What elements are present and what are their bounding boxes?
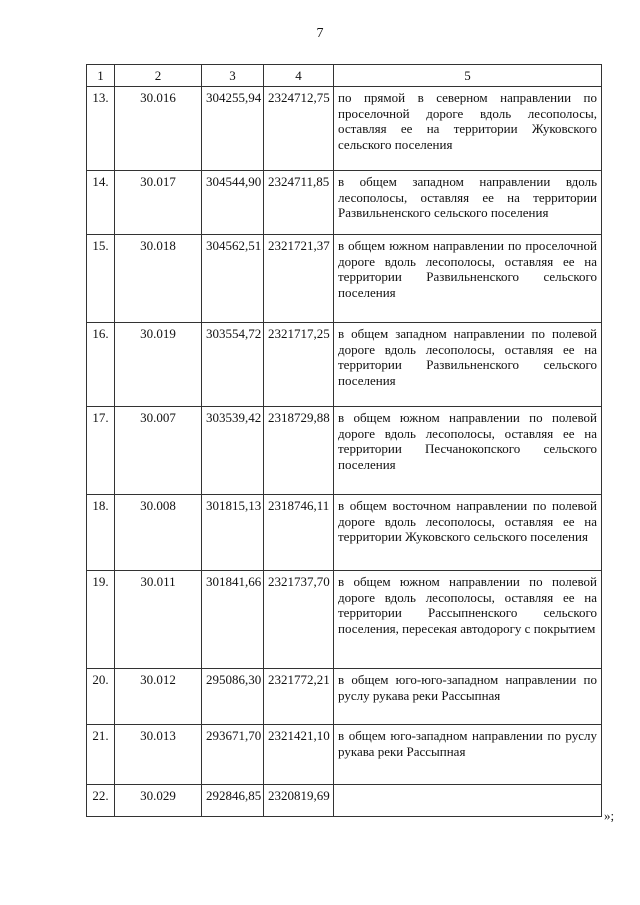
description-cell: [334, 785, 602, 817]
x-coordinate-cell: 303539,42: [202, 407, 264, 495]
point-code-cell: 30.007: [115, 407, 202, 495]
y-coordinate-cell: 2321737,70: [264, 571, 334, 669]
description-cell: в общем южном направлении по полевой дороге вдоль лесополосы, оставляя ее на территории Рассыпненского сельского поселения, пересекая автодорогу с покрытием: [334, 571, 602, 669]
row-number-cell: 19.: [87, 571, 115, 669]
x-coordinate-cell: 295086,30: [202, 669, 264, 725]
table-row: [87, 323, 602, 407]
table-header-row: [87, 65, 602, 87]
description-cell: в общем южном направлении по полевой дороге вдоль лесополосы, оставляя ее на территории Песчанокопского сельского поселения: [334, 407, 602, 495]
x-coordinate-cell: 304544,90: [202, 171, 264, 235]
table-row: [87, 785, 602, 817]
header-cell: 3: [202, 65, 264, 87]
header-cell: 4: [264, 65, 334, 87]
x-coordinate-cell: 303554,72: [202, 323, 264, 407]
y-coordinate-cell: 2318729,88: [264, 407, 334, 495]
description-cell: в общем восточном направлении по полевой дороге вдоль лесополосы, оставляя ее на территории Жуковского сельского поселения: [334, 495, 602, 571]
header-cell: 2: [115, 65, 202, 87]
y-coordinate-cell: 2318746,11: [264, 495, 334, 571]
table-row: [87, 725, 602, 785]
y-coordinate-cell: 2321772,21: [264, 669, 334, 725]
y-coordinate-cell: 2320819,69: [264, 785, 334, 817]
point-code-cell: 30.029: [115, 785, 202, 817]
row-number-cell: 16.: [87, 323, 115, 407]
page-number: 7: [316, 26, 324, 41]
point-code-cell: 30.018: [115, 235, 202, 323]
y-coordinate-cell: 2321717,25: [264, 323, 334, 407]
boundary-table: [86, 64, 602, 817]
y-coordinate-cell: 2324712,75: [264, 87, 334, 171]
row-number-cell: 21.: [87, 725, 115, 785]
table-row: [87, 571, 602, 669]
point-code-cell: 30.008: [115, 495, 202, 571]
point-code-cell: 30.012: [115, 669, 202, 725]
row-number-cell: 13.: [87, 87, 115, 171]
x-coordinate-cell: 304255,94: [202, 87, 264, 171]
x-coordinate-cell: 301815,13: [202, 495, 264, 571]
row-number-cell: 17.: [87, 407, 115, 495]
point-code-cell: 30.013: [115, 725, 202, 785]
header-cell: 5: [334, 65, 602, 87]
header-cell: 1: [87, 65, 115, 87]
x-coordinate-cell: 293671,70: [202, 725, 264, 785]
row-number-cell: 14.: [87, 171, 115, 235]
table-row: [87, 235, 602, 323]
table-row: [87, 171, 602, 235]
table-row: [87, 407, 602, 495]
description-cell: в общем западном направлении вдоль лесополосы, оставляя ее на территории Развильненского сельского поселения: [334, 171, 602, 235]
x-coordinate-cell: 304562,51: [202, 235, 264, 323]
point-code-cell: 30.017: [115, 171, 202, 235]
y-coordinate-cell: 2324711,85: [264, 171, 334, 235]
table-row: [87, 669, 602, 725]
table-row: [87, 495, 602, 571]
row-number-cell: 18.: [87, 495, 115, 571]
y-coordinate-cell: 2321721,37: [264, 235, 334, 323]
description-cell: в общем южном направлении по проселочной дороге вдоль лесополосы, оставляя ее на территории Развильненского сельского поселения: [334, 235, 602, 323]
closing-quote-mark: »;: [604, 808, 615, 823]
row-number-cell: 20.: [87, 669, 115, 725]
description-cell: по прямой в северном направлении по проселочной дороге вдоль лесополосы, оставляя ее на территории Жуковского сельского поселения: [334, 87, 602, 171]
x-coordinate-cell: 292846,85: [202, 785, 264, 817]
point-code-cell: 30.016: [115, 87, 202, 171]
x-coordinate-cell: 301841,66: [202, 571, 264, 669]
row-number-cell: 22.: [87, 785, 115, 817]
row-number-cell: 15.: [87, 235, 115, 323]
table-row: [87, 87, 602, 171]
point-code-cell: 30.011: [115, 571, 202, 669]
description-cell: в общем юго-юго-западном направлении по руслу рукава реки Рассыпная: [334, 669, 602, 725]
description-cell: в общем западном направлении по полевой дороге вдоль лесополосы, оставляя ее на территории Развильненского сельского поселения: [334, 323, 602, 407]
description-cell: в общем юго-западном направлении по руслу рукава реки Рассыпная: [334, 725, 602, 785]
point-code-cell: 30.019: [115, 323, 202, 407]
y-coordinate-cell: 2321421,10: [264, 725, 334, 785]
